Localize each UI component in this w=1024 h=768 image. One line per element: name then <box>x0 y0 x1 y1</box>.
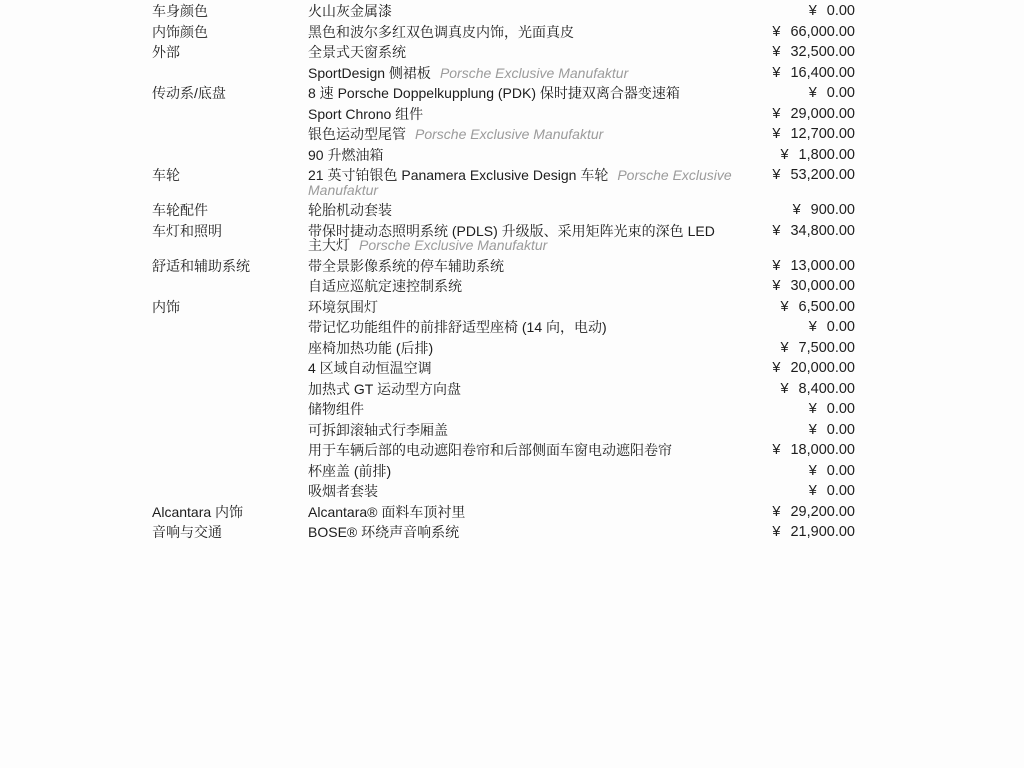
option-text: 可拆卸滚轴式行李厢盖 <box>308 421 448 438</box>
category-cell: 车轮配件 <box>152 202 208 218</box>
description-line <box>308 86 748 101</box>
price-cell <box>748 148 855 163</box>
price-amount: 0.00 <box>826 319 855 335</box>
option-description <box>308 300 748 315</box>
table-row <box>152 259 855 274</box>
table-row <box>152 320 855 335</box>
category-cell: 内饰 <box>152 298 180 315</box>
yen-symbol: ¥ <box>808 483 817 499</box>
category-cell: 外部 <box>152 44 180 60</box>
table-row <box>152 224 855 253</box>
yen-symbol: ¥ <box>808 421 817 438</box>
table-row <box>152 4 855 19</box>
price-cell <box>748 402 855 417</box>
yen-symbol: ¥ <box>772 167 781 183</box>
table-row <box>152 148 855 163</box>
option-text: Sport Chrono 组件 <box>308 105 424 122</box>
description-line <box>308 525 748 540</box>
option-description <box>308 4 748 19</box>
description-line <box>308 127 748 142</box>
description-line <box>308 341 748 356</box>
yen-symbol: ¥ <box>772 23 781 40</box>
price-cell <box>748 127 855 142</box>
table-row <box>152 484 855 499</box>
option-description <box>308 525 748 540</box>
category-cell: 车身颜色 <box>152 3 208 19</box>
manufaktur-tag: Manufaktur <box>308 181 379 198</box>
option-description <box>308 224 748 253</box>
description-line <box>308 148 748 163</box>
price-cell <box>748 443 855 458</box>
yen-symbol: ¥ <box>772 44 781 60</box>
price-cell <box>748 203 855 218</box>
table-row <box>152 525 855 540</box>
yen-symbol: ¥ <box>808 462 817 479</box>
option-text: 储物组件 <box>308 401 364 417</box>
description-line <box>308 203 748 218</box>
option-text: 座椅加热功能 (后排) <box>308 339 434 356</box>
price-amount: 0.00 <box>826 3 855 19</box>
options-price-table <box>152 4 855 546</box>
yen-symbol: ¥ <box>772 126 781 142</box>
description-line <box>308 238 748 253</box>
option-description <box>308 107 748 122</box>
description-line <box>308 443 748 458</box>
price-cell <box>748 341 855 356</box>
yen-symbol: ¥ <box>808 85 817 101</box>
option-text: BOSE® 环绕声音响系统 <box>308 524 460 540</box>
option-description <box>308 341 748 356</box>
table-row <box>152 25 855 40</box>
description-line <box>308 183 748 198</box>
price-amount: 32,500.00 <box>790 44 855 60</box>
option-description <box>308 443 748 458</box>
manufaktur-tag: Porsche Exclusive Manufaktur <box>359 237 548 253</box>
option-description <box>308 45 748 60</box>
price-cell <box>748 25 855 40</box>
price-amount: 30,000.00 <box>790 278 855 294</box>
table-row <box>152 66 855 81</box>
table-row <box>152 127 855 142</box>
yen-symbol: ¥ <box>772 442 781 458</box>
option-text: 全景式天窗系统 <box>308 44 406 60</box>
price-amount: 16,400.00 <box>790 64 855 81</box>
category-cell: 内饰颜色 <box>152 23 208 40</box>
price-cell <box>748 224 855 239</box>
option-text: 用于车辆后部的电动遮阳卷帘和后部侧面车窗电动遮阳卷帘 <box>308 442 672 458</box>
price-cell <box>748 259 855 274</box>
yen-symbol: ¥ <box>808 319 817 335</box>
yen-symbol: ¥ <box>772 257 781 274</box>
description-line <box>308 168 748 183</box>
yen-symbol: ¥ <box>780 380 789 397</box>
price-cell <box>748 505 855 520</box>
option-description <box>308 382 748 397</box>
price-cell <box>748 320 855 335</box>
option-text: 黑色和波尔多红双色调真皮内饰，光面真皮 <box>308 23 574 40</box>
category-cell: 传动系/底盘 <box>152 85 226 101</box>
option-text: 4 区域自动恒温空调 <box>308 360 432 376</box>
description-line <box>308 464 748 479</box>
option-text: 环境氛围灯 <box>308 298 378 315</box>
price-cell <box>748 4 855 19</box>
table-row <box>152 203 855 218</box>
option-description <box>308 361 748 376</box>
option-text: SportDesign 侧裙板 <box>308 64 431 81</box>
price-cell <box>748 300 855 315</box>
table-row <box>152 423 855 438</box>
yen-symbol: ¥ <box>780 146 789 163</box>
price-cell <box>748 382 855 397</box>
price-amount: 34,800.00 <box>790 222 855 239</box>
yen-symbol: ¥ <box>772 278 781 294</box>
table-row <box>152 107 855 122</box>
yen-symbol: ¥ <box>772 503 781 520</box>
category-cell: 车灯和照明 <box>152 222 222 239</box>
yen-symbol: ¥ <box>808 401 817 417</box>
description-line <box>308 4 748 19</box>
option-text: 带保时捷动态照明系统 (PDLS) 升级版、采用矩阵光束的深色 LED <box>308 222 715 239</box>
table-row <box>152 279 855 294</box>
description-line <box>308 45 748 60</box>
option-text: 火山灰金属漆 <box>308 3 392 19</box>
price-amount: 21,900.00 <box>790 524 855 540</box>
price-cell <box>748 279 855 294</box>
description-line <box>308 320 748 335</box>
manufaktur-tag: Porsche Exclusive <box>617 167 732 183</box>
description-line <box>308 484 748 499</box>
price-amount: 66,000.00 <box>790 23 855 40</box>
category-cell: 车轮 <box>152 167 180 183</box>
price-amount: 12,700.00 <box>790 126 855 142</box>
option-description <box>308 203 748 218</box>
price-amount: 0.00 <box>826 483 855 499</box>
option-text: 21 英寸铂银色 Panamera Exclusive Design 车轮 <box>308 167 609 183</box>
price-amount: 0.00 <box>826 421 855 438</box>
yen-symbol: ¥ <box>808 3 817 19</box>
option-text: 杯座盖 (前排) <box>308 462 392 479</box>
description-line <box>308 382 748 397</box>
price-cell <box>748 86 855 101</box>
price-amount: 8,400.00 <box>798 380 855 397</box>
price-amount: 7,500.00 <box>798 339 855 356</box>
description-line <box>308 259 748 274</box>
table-row <box>152 45 855 60</box>
option-description <box>308 464 748 479</box>
manufaktur-tag: Porsche Exclusive Manufaktur <box>415 126 604 142</box>
option-description <box>308 320 748 335</box>
description-line <box>308 107 748 122</box>
table-row <box>152 443 855 458</box>
option-description <box>308 279 748 294</box>
price-amount: 6,500.00 <box>798 298 855 315</box>
option-description <box>308 484 748 499</box>
table-row <box>152 300 855 315</box>
option-text: 加热式 GT 运动型方向盘 <box>308 380 461 397</box>
description-line <box>308 300 748 315</box>
yen-symbol: ¥ <box>780 298 789 315</box>
table-row <box>152 382 855 397</box>
price-cell <box>748 107 855 122</box>
table-row <box>152 168 855 197</box>
option-description <box>308 25 748 40</box>
description-line <box>308 505 748 520</box>
price-amount: 29,000.00 <box>790 105 855 122</box>
table-row <box>152 464 855 479</box>
description-line <box>308 423 748 438</box>
price-amount: 0.00 <box>826 85 855 101</box>
option-text: 带全景影像系统的停车辅助系统 <box>308 257 504 274</box>
price-cell <box>748 66 855 81</box>
price-cell <box>748 464 855 479</box>
price-cell <box>748 423 855 438</box>
yen-symbol: ¥ <box>772 105 781 122</box>
option-text: 90 升燃油箱 <box>308 146 384 163</box>
option-description <box>308 127 748 142</box>
table-row <box>152 341 855 356</box>
option-text: Alcantara® 面料车顶衬里 <box>308 503 466 520</box>
yen-symbol: ¥ <box>780 339 789 356</box>
price-amount: 53,200.00 <box>790 167 855 183</box>
price-cell <box>748 45 855 60</box>
table-row <box>152 505 855 520</box>
category-cell: Alcantara 内饰 <box>152 503 244 520</box>
option-description <box>308 423 748 438</box>
category-cell: 音响与交通 <box>152 524 222 540</box>
price-amount: 0.00 <box>826 462 855 479</box>
option-text: 主大灯 <box>308 237 350 253</box>
table-row <box>152 86 855 101</box>
price-cell <box>748 361 855 376</box>
yen-symbol: ¥ <box>772 524 781 540</box>
description-line <box>308 25 748 40</box>
category-cell: 舒适和辅助系统 <box>152 257 250 274</box>
description-line <box>308 361 748 376</box>
table-row <box>152 361 855 376</box>
price-amount: 1,800.00 <box>798 146 855 163</box>
price-cell <box>748 525 855 540</box>
option-text: 8 速 Porsche Doppelkupplung (PDK) 保时捷双离合器变速箱 <box>308 85 680 101</box>
description-line <box>308 402 748 417</box>
yen-symbol: ¥ <box>772 64 781 81</box>
option-description <box>308 402 748 417</box>
description-line <box>308 66 748 81</box>
option-text: 自适应巡航定速控制系统 <box>308 278 462 294</box>
price-amount: 18,000.00 <box>790 442 855 458</box>
option-description <box>308 66 748 81</box>
table-row <box>152 402 855 417</box>
option-description <box>308 86 748 101</box>
price-amount: 20,000.00 <box>790 360 855 376</box>
description-line <box>308 279 748 294</box>
option-text: 吸烟者套装 <box>308 483 378 499</box>
option-description <box>308 168 748 197</box>
option-description <box>308 505 748 520</box>
yen-symbol: ¥ <box>772 360 781 376</box>
option-description <box>308 259 748 274</box>
yen-symbol: ¥ <box>792 202 801 218</box>
price-amount: 0.00 <box>826 401 855 417</box>
option-text: 银色运动型尾管 <box>308 126 406 142</box>
price-cell <box>748 168 855 183</box>
option-text: 轮胎机动套装 <box>308 202 392 218</box>
price-cell <box>748 484 855 499</box>
price-amount: 900.00 <box>810 202 855 218</box>
price-amount: 13,000.00 <box>790 257 855 274</box>
description-line <box>308 224 748 239</box>
yen-symbol: ¥ <box>772 222 781 239</box>
option-text: 带记忆功能组件的前排舒适型座椅 (14 向，电动) <box>308 319 607 335</box>
option-description <box>308 148 748 163</box>
manufaktur-tag: Porsche Exclusive Manufaktur <box>439 64 629 81</box>
price-amount: 29,200.00 <box>790 503 855 520</box>
